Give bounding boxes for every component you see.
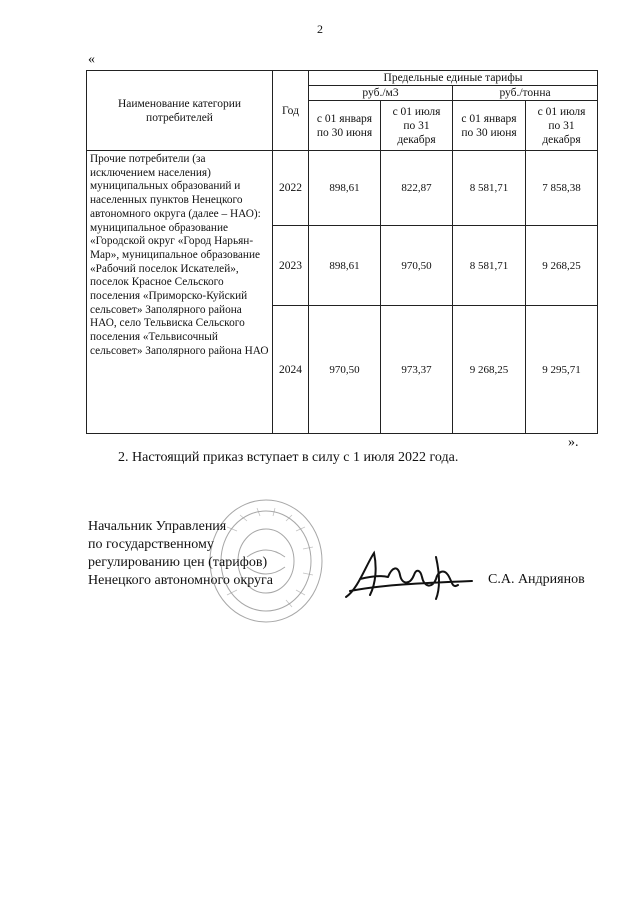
tariff-value: 822,87 — [381, 151, 453, 226]
tariff-value: 898,61 — [309, 226, 381, 306]
signatory-line: регулированию цен (тарифов) — [88, 555, 268, 570]
tariff-value: 970,50 — [309, 306, 381, 434]
quote-close: ». — [568, 435, 579, 450]
tariff-value: 9 295,71 — [526, 306, 598, 434]
table-row — [87, 151, 598, 226]
tariff-value: 898,61 — [309, 151, 381, 226]
signatory-block — [88, 518, 273, 590]
consumer-category-cell: Прочие потребители (за исключением населения) муниципальных образований и населенных пунктов Ненецкого автономного округа (далее – НАО): муниципальное образование «Городской округ «Город Нарьян-Мар», муниципальное образование «Рабочий поселок Искателей», поселок Красное Сельского поселения «Приморско-Куйский сельсовет» Заполярного района НАО, село Тельвиска Сельского поселения «Тельвисочный сельсовет» Заполярного района НАО — [87, 151, 273, 434]
tariff-table — [86, 70, 598, 434]
page-number: 2 — [317, 22, 323, 36]
signatory-name: С.А. Андриянов — [488, 572, 585, 587]
signatory-line: Начальник Управления — [88, 519, 227, 534]
quote-open: « — [88, 52, 95, 67]
clause-effective-date: 2. Настоящий приказ вступает в силу с 1 июля 2022 года. — [118, 450, 459, 465]
tariff-value: 973,37 — [381, 306, 453, 434]
header-unit-ton: руб./тонна — [453, 86, 598, 101]
tariff-value: 8 581,71 — [453, 151, 526, 226]
tariff-value: 970,50 — [381, 226, 453, 306]
tariff-value: 8 581,71 — [453, 226, 526, 306]
year-cell: 2024 — [273, 306, 309, 434]
header-period-m3-h2: с 01 июля по 31 декабря — [381, 101, 453, 151]
tariff-value: 9 268,25 — [453, 306, 526, 434]
handwritten-signature-icon — [340, 545, 475, 608]
tariff-value: 7 858,38 — [526, 151, 598, 226]
header-year: Год — [273, 71, 309, 151]
header-period-m3-h1: с 01 января по 30 июня — [309, 101, 381, 151]
header-consumer-category: Наименование категории потребителей — [87, 71, 273, 151]
year-cell: 2023 — [273, 226, 309, 306]
header-period-ton-h1: с 01 января по 30 июня — [453, 101, 526, 151]
year-cell: 2022 — [273, 151, 309, 226]
header-unit-m3: руб./м3 — [309, 86, 453, 101]
header-period-ton-h2: с 01 июля по 31 декабря — [526, 101, 598, 151]
tariff-value: 9 268,25 — [526, 226, 598, 306]
header-tariffs-group: Предельные единые тарифы — [309, 71, 598, 86]
signatory-line: Ненецкого автономного округа — [88, 573, 273, 588]
signatory-line: по государственному — [88, 537, 214, 552]
